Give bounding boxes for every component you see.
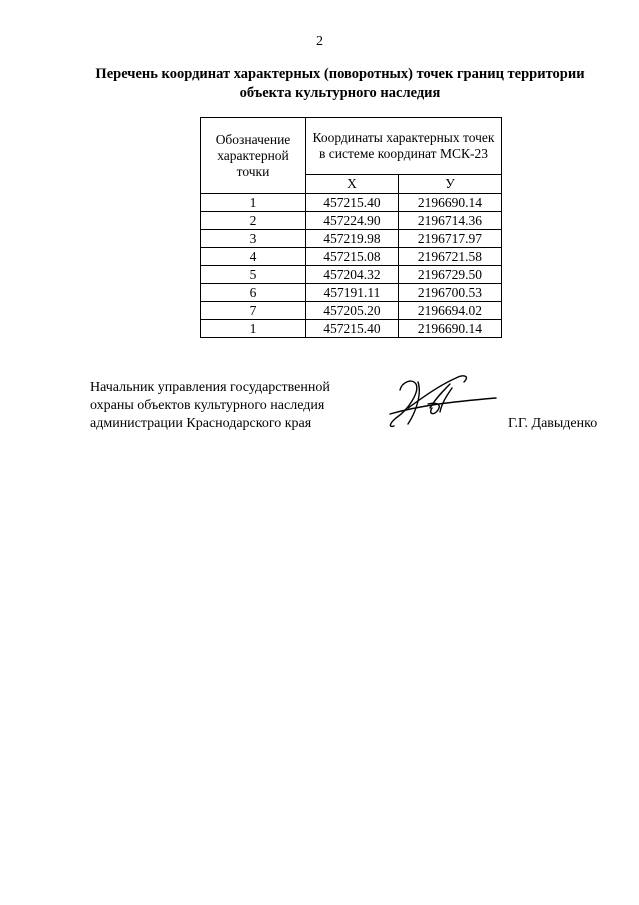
point-cell: 1: [201, 320, 306, 338]
x-cell: 457191.11: [306, 284, 399, 302]
point-cell: 1: [201, 194, 306, 212]
x-cell: 457205.20: [306, 302, 399, 320]
table-row: [201, 248, 502, 266]
signer-name: Г.Г. Давыденко: [508, 416, 598, 431]
x-cell: 457215.08: [306, 248, 399, 266]
handwritten-signature: [378, 368, 498, 438]
table-row: [201, 194, 502, 212]
y-cell: 2196714.36: [398, 212, 501, 230]
point-cell: 6: [201, 284, 306, 302]
y-cell: 2196700.53: [398, 284, 501, 302]
document-title: [40, 65, 639, 103]
signatory-position-line-3: администрации Краснодарского края: [90, 416, 312, 431]
y-cell: 2196717.97: [398, 230, 501, 248]
table-row: [201, 266, 502, 284]
signatory-position-line-1: Начальник управления государственной: [90, 380, 330, 395]
table-row: [201, 302, 502, 320]
x-cell: 457224.90: [306, 212, 399, 230]
x-cell: 457204.32: [306, 266, 399, 284]
document-title-line-2: объекта культурного наследия: [239, 85, 441, 101]
page-number: 2: [316, 34, 323, 49]
point-cell: 2: [201, 212, 306, 230]
table-row: [201, 320, 502, 338]
coordinates-table: [200, 117, 502, 338]
x-cell: 457215.40: [306, 194, 399, 212]
table-row: [201, 230, 502, 248]
header-coordinates: Координаты характерных точек в системе координат МСК-23: [306, 118, 502, 175]
header-y: У: [398, 175, 501, 194]
table-row: [201, 284, 502, 302]
header-x: Х: [306, 175, 399, 194]
y-cell: 2196721.58: [398, 248, 501, 266]
point-cell: 5: [201, 266, 306, 284]
y-cell: 2196729.50: [398, 266, 501, 284]
document-title-line-1: Перечень координат характерных (поворотных) точек границ территории: [95, 66, 585, 82]
point-cell: 7: [201, 302, 306, 320]
table-row: [201, 212, 502, 230]
header-point-designation: Обозначение характерной точки: [201, 118, 306, 194]
signatory-position: [90, 379, 330, 433]
point-cell: 3: [201, 230, 306, 248]
x-cell: 457219.98: [306, 230, 399, 248]
point-cell: 4: [201, 248, 306, 266]
x-cell: 457215.40: [306, 320, 399, 338]
y-cell: 2196690.14: [398, 320, 501, 338]
signatory-position-line-2: охраны объектов культурного наследия: [90, 398, 325, 413]
y-cell: 2196694.02: [398, 302, 501, 320]
y-cell: 2196690.14: [398, 194, 501, 212]
